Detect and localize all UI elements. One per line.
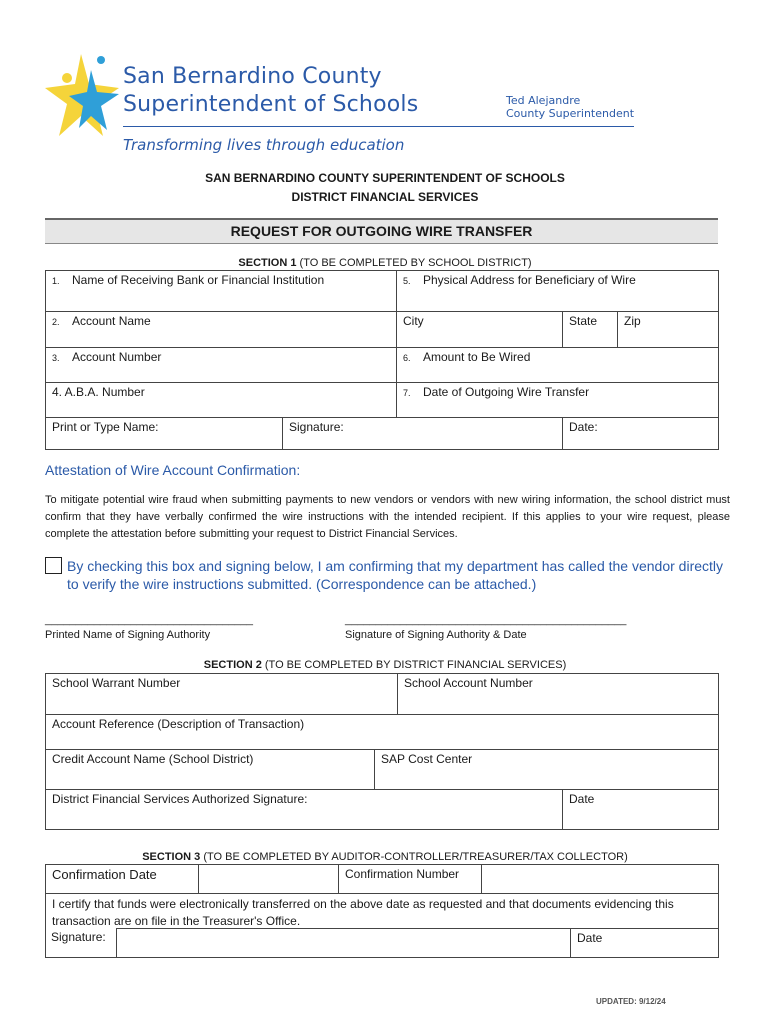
field-confirmation-date[interactable] [198, 864, 339, 894]
field-aba-number[interactable] [45, 382, 397, 418]
field-label: Name of Receiving Bank or Financial Institution [72, 273, 325, 287]
field-confirmation-number-label [338, 864, 482, 894]
field-beneficiary-address[interactable] [396, 270, 719, 312]
section2-heading [0, 659, 770, 671]
field-label: Zip [624, 314, 641, 328]
field-amount[interactable] [396, 347, 719, 383]
field-label: Print or Type Name: [52, 420, 159, 434]
field-label: Amount to Be Wired [423, 350, 531, 364]
section3-subtitle: (TO BE COMPLETED BY AUDITOR-CONTROLLER/TREASURER/TAX COLLECTOR) [203, 851, 628, 863]
field-school-warrant[interactable] [45, 673, 398, 715]
field-dfs-signature[interactable] [45, 789, 563, 830]
attestation-checkbox-label: By checking this box and signing below, I am confirming that my department has called the vendor directly to verify the wire instructions submitted. (Correspondence can be attached.) [67, 558, 724, 592]
signature-date-label: Signature of Signing Authority & Date [345, 629, 527, 641]
field-label: District Financial Services Authorized Signature: [52, 792, 308, 806]
field-label: 4. A.B.A. Number [52, 385, 145, 399]
section2-subtitle: (TO BE COMPLETED BY DISTRICT FINANCIAL SERVICES) [264, 659, 567, 671]
field-signature[interactable] [282, 417, 563, 450]
field-label: Date [577, 931, 603, 945]
certify-text: I certify that funds were electronically transferred on the above date as requested and that documents evidencing this transaction are on file in the Treasurer's Office. [52, 897, 674, 928]
attestation-paragraph: To mitigate potential wire fraud when submitting payments to new vendors or vendors with new wiring information, the school district must confirm that they have verbally confirmed the wire instructions with the intended recipient. If this applies to your wire request, please complete the attestation before submitting your request to District Financial Services. [45, 494, 730, 540]
superintendent-title: County Superintendent [506, 107, 635, 120]
field-number: 3. [52, 353, 60, 363]
field-label: Signature: [289, 420, 344, 434]
section3-title: SECTION 3 [142, 851, 201, 863]
field-label: Account Number [72, 350, 162, 364]
section1-subtitle: (TO BE COMPLETED BY SCHOOL DISTRICT) [299, 257, 532, 269]
tagline: Transforming lives through education [123, 136, 405, 154]
heading-department: DISTRICT FINANCIAL SERVICES [291, 190, 479, 204]
field-number: 5. [403, 276, 411, 286]
field-wire-date[interactable] [396, 382, 719, 418]
field-label: State [569, 314, 598, 328]
field-sap-cost-center[interactable] [374, 749, 719, 790]
field-label: Date: [569, 420, 598, 434]
field-label: Account Name [72, 314, 151, 328]
section2-title: SECTION 2 [203, 659, 262, 671]
field-number: 2. [52, 317, 60, 327]
field-label: City [403, 314, 424, 328]
field-label: Date [569, 792, 595, 806]
field-label: Date of Outgoing Wire Transfer [423, 385, 590, 399]
field-confirmation-date-label [45, 864, 199, 894]
org-name-line1: San Bernardino County [123, 64, 382, 89]
printed-name-label: Printed Name of Signing Authority [45, 629, 211, 641]
field-receiving-bank[interactable] [45, 270, 397, 312]
field-dfs-date[interactable] [562, 789, 719, 830]
logo-divider [123, 126, 634, 127]
field-city[interactable] [396, 311, 563, 348]
org-name-line2: Superintendent of Schools [123, 92, 419, 117]
field-certify-signature[interactable] [116, 928, 571, 958]
certify-signature-label: Signature: [51, 930, 106, 944]
field-state[interactable] [562, 311, 618, 348]
attestation-checkbox[interactable] [45, 557, 62, 574]
field-account-number[interactable] [45, 347, 397, 383]
printed-name-line[interactable]: __________________________________ [45, 614, 254, 626]
field-label: Account Reference (Description of Transaction) [52, 717, 305, 731]
field-number: 1. [52, 276, 60, 286]
field-credit-account[interactable] [45, 749, 375, 790]
field-account-name[interactable] [45, 311, 397, 348]
form-title: REQUEST FOR OUTGOING WIRE TRANSFER [45, 218, 718, 244]
superintendent-name: Ted Alejandre [506, 94, 581, 107]
field-date[interactable] [562, 417, 719, 450]
field-label: Physical Address for Beneficiary of Wire [423, 273, 636, 287]
heading-org: SAN BERNARDINO COUNTY SUPERINTENDENT OF SCHOOLS [205, 171, 565, 185]
field-label: School Account Number [404, 676, 533, 690]
field-school-account[interactable] [397, 673, 719, 715]
field-number: 6. [403, 353, 411, 363]
signature-line[interactable]: ______________________________________________ [345, 614, 627, 626]
field-account-reference[interactable] [45, 714, 719, 750]
field-number: 7. [403, 388, 411, 398]
section1-title: SECTION 1 [238, 257, 297, 269]
field-label: Confirmation Number [345, 867, 460, 881]
field-zip[interactable] [617, 311, 719, 348]
section1-heading [0, 257, 770, 269]
field-certify-date[interactable] [570, 928, 719, 958]
field-label: SAP Cost Center [381, 752, 473, 766]
field-print-name[interactable] [45, 417, 283, 450]
attestation-title: Attestation of Wire Account Confirmation: [45, 462, 301, 478]
sbcss-star-logo-icon [45, 50, 123, 145]
updated-date: UPDATED: 9/12/24 [596, 997, 666, 1006]
section3-heading [0, 851, 770, 863]
field-label: Confirmation Date [52, 867, 157, 882]
field-label: Credit Account Name (School District) [52, 752, 254, 766]
field-confirmation-number[interactable] [481, 864, 719, 894]
field-label: School Warrant Number [52, 676, 181, 690]
